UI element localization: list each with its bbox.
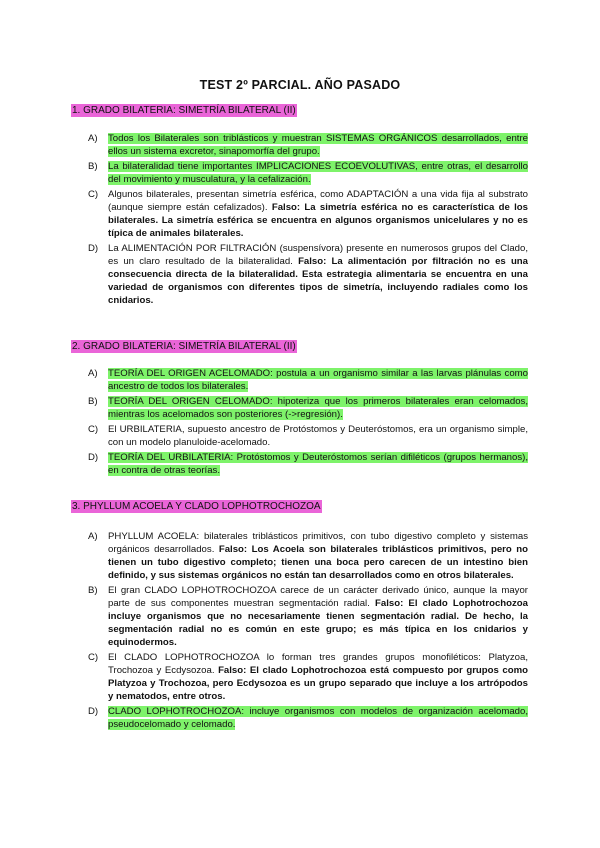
section-heading: 1. GRADO BILATERIA: SIMETRÍA BILATERAL (II) <box>72 105 296 116</box>
list-item: B) La bilateralidad tiene importantes IMPLICACIONES ECOEVOLUTIVAS, entre otras, el desarrollo del movimiento y musculatura, y la cefalización. <box>88 161 528 185</box>
list-item: D) CLADO LOPHOTROCHOZOA: incluye organismos con modelos de organización acelomado, pseudocelomado y celomado. <box>88 706 528 730</box>
section-2-list <box>88 367 528 479</box>
list-item: A) PHYLLUM ACOELA: bilaterales triblásticos primitivos, con tubo digestivo completo y sistemas orgánicos desarrollados. Falso: Los Acoela son bilaterales triblásticos primitivos, pero no tienen un tubo digestivo completo; tienen una boca pero carecen de un intestino bien definido, y sus sistemas orgánicos no están tan desarrollados como en otros bilaterales. <box>88 531 528 581</box>
list-item: D) La ALIMENTACIÓN POR FILTRACIÓN (suspensívora) presente en numerosos grupos del Clado, es un claro resultado de la bilateralidad. Falso: La alimentación por filtración no es una consecuencia directa de la bilateralidad. Esta estrategia alimentaria se encuentra en una variedad de organismos con diferentes tipos de simetría, incluyendo radiales como los cnidarios. <box>88 243 528 306</box>
section-3-list <box>88 530 528 733</box>
section-heading: 3. PHYLLUM ACOELA Y CLADO LOPHOTROCHOZOA <box>72 501 321 512</box>
list-item: B) El gran CLADO LOPHOTROCHOZOA carece de un carácter derivado único, aunque la mayor parte de sus componentes muestran segmentación radial. Falso: El clado Lophotrochozoa incluye organismos que no necesariamente tienen segmentación radial. De hecho, la segmentación radial no es común en este grupo; es más típica en los cnidarios y equinodermos. <box>88 585 528 648</box>
list-item: C) El CLADO LOPHOTROCHOZOA lo forman tres grandes grupos monofiléticos: Platyzoa, Trochozoa y Ecdysozoa. Falso: El clado Lophotrochozoa está compuesto por grupos como Platyzoa y Trochozoa, pero Ecdysozoa es un grupo separado que incluye a los artrópodos y nematodos, entre otros. <box>88 652 528 702</box>
section-heading: 2. GRADO BILATERIA: SIMETRÍA BILATERAL (II) <box>72 341 296 352</box>
list-item: C) El URBILATERIA, supuesto ancestro de Protóstomos y Deuteróstomos, era un organismo simple, con un modelo planuloide-acelomado. <box>88 424 528 448</box>
list-item: C) Algunos bilaterales, presentan simetría esférica, como ADAPTACIÓN a una vida fija al substrato (aunque siempre están cefalizados). Falso: La simetría esférica no es característica de los bilaterales. La simetría esférica se encuentra en algunos organismos unicelulares y no es típica de animales bilaterales. <box>88 189 528 239</box>
section-1-list <box>88 132 528 309</box>
list-item: A) Todos los Bilaterales son triblásticos y muestran SISTEMAS ORGÁNICOS desarrollados, entre ellos un sistema excretor, sinapomorfía del grupo. <box>88 133 528 157</box>
list-item: A) TEORÍA DEL ORIGEN ACELOMADO: postula a un organismo similar a las larvas plánulas como ancestro de todos los bilaterales. <box>88 368 528 392</box>
list-item: B) TEORÍA DEL ORIGEN CELOMADO: hipoteriza que los primeros bilaterales eran celomados, mientras los acelomados son posteriores (->regresión). <box>88 396 528 420</box>
page-title: TEST 2º PARCIAL. AÑO PASADO <box>199 78 401 92</box>
list-item: D) TEORÍA DEL URBILATERIA: Protóstomos y Deuteróstomos serían difiléticos (grupos hermanos), en contra de otras teorías. <box>88 452 528 476</box>
